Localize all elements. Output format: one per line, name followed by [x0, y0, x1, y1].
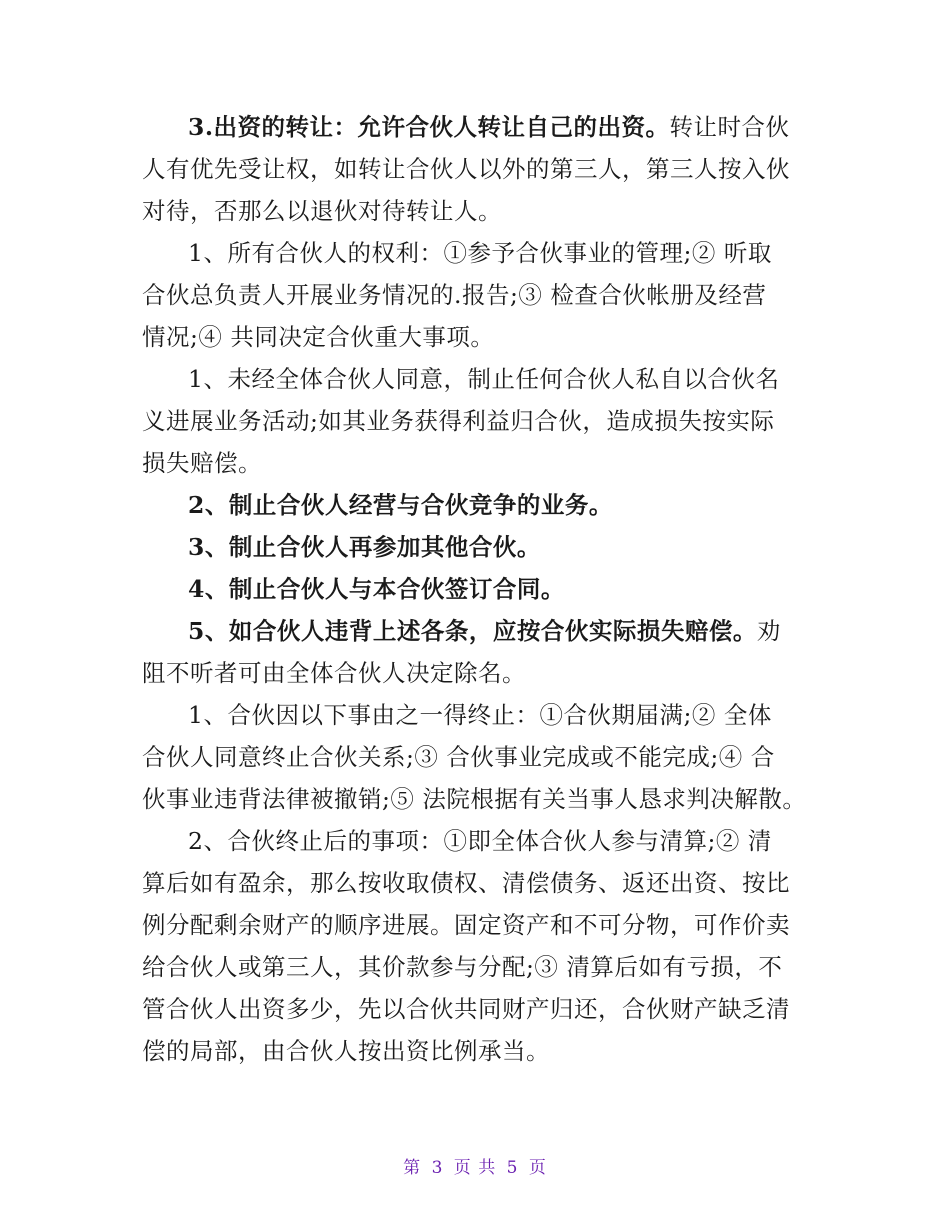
paragraph-line: 3、制止合伙人再参加其他合伙。 — [188, 533, 541, 561]
paragraph — [142, 526, 822, 568]
page-number-total: 5 — [506, 1158, 519, 1178]
page-footer — [0, 1153, 950, 1178]
footer-middle: 页 共 — [453, 1158, 497, 1178]
line-text: 劝 — [756, 617, 781, 645]
paragraph-line: 算后如有盈余，那么按收取债权、清偿债务、返还出资、按比 — [142, 869, 790, 897]
page-number-current: 3 — [431, 1158, 444, 1178]
paragraph-line — [142, 106, 822, 148]
paragraph-line: 合伙总负责人开展业务情况的.报告;③ 检查合伙帐册及经营 — [142, 281, 767, 309]
paragraph-line — [142, 610, 822, 652]
paragraph — [142, 820, 822, 1072]
paragraph-line: 合伙人同意终止合伙关系;③ 合伙事业完成或不能完成;④ 合 — [142, 743, 775, 771]
line-text: 转让时合伙 — [669, 113, 790, 141]
footer-suffix: 页 — [528, 1158, 547, 1178]
paragraph — [142, 568, 822, 610]
paragraph-line: 2、合伙终止后的事项：①即全体合伙人参与清算;② 清 — [188, 827, 772, 855]
paragraph-line: 管合伙人出资多少，先以合伙共同财产归还，合伙财产缺乏清 — [142, 995, 790, 1023]
paragraph — [142, 232, 822, 358]
paragraph — [142, 694, 822, 820]
paragraph — [142, 610, 822, 694]
footer-prefix: 第 — [403, 1158, 422, 1178]
document-body — [142, 106, 822, 1072]
paragraph-line: 2、制止合伙人经营与合伙竞争的业务。 — [188, 491, 613, 519]
paragraph-line: 例分配剩余财产的顺序进展。固定资产和不可分物，可作价卖 — [142, 911, 790, 939]
paragraph-line: 对待，否那么以退伙对待转让人。 — [142, 197, 502, 225]
paragraph-line: 偿的局部，由合伙人按出资比例承当。 — [142, 1037, 550, 1065]
bold-text: 5、如合伙人违背上述各条，应按合伙实际损失赔偿。 — [188, 617, 757, 645]
paragraph — [142, 106, 822, 232]
paragraph-line: 损失赔偿。 — [142, 449, 262, 477]
paragraph-line: 1、合伙因以下事由之一得终止：①合伙期届满;② 全体 — [188, 701, 772, 729]
paragraph-line: 人有优先受让权，如转让合伙人以外的第三人，第三人按入伙 — [142, 155, 790, 183]
paragraph — [142, 358, 822, 484]
paragraph-line: 情况;④ 共同决定合伙重大事项。 — [142, 323, 495, 351]
paragraph-line: 1、所有合伙人的权利：①参予合伙事业的管理;② 听取 — [188, 239, 772, 267]
bold-text: 3.出资的转让：允许合伙人转让自己的出资。 — [188, 113, 670, 141]
paragraph-line: 1、未经全体合伙人同意，制止任何合伙人私自以合伙名 — [188, 365, 780, 393]
paragraph-line: 义进展业务活动;如其业务获得利益归合伙，造成损失按实际 — [142, 407, 775, 435]
paragraph — [142, 484, 822, 526]
paragraph-line: 伙事业违背法律被撤销;⑤ 法院根据有关当事人恳求判决解散。 — [142, 785, 807, 813]
paragraph-line: 4、制止合伙人与本合伙签订合同。 — [188, 575, 565, 603]
paragraph-line: 阻不听者可由全体合伙人决定除名。 — [142, 659, 526, 687]
paragraph-line: 给合伙人或第三人，其价款参与分配;③ 清算后如有亏损，不 — [142, 953, 783, 981]
